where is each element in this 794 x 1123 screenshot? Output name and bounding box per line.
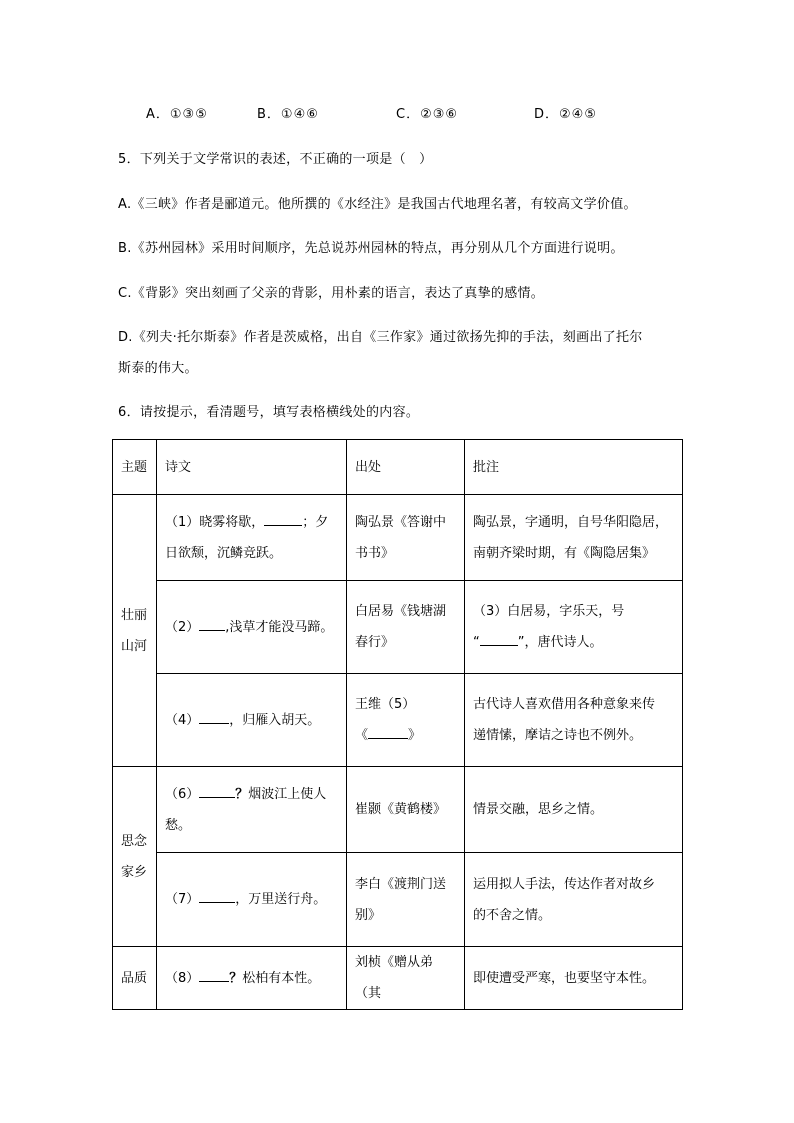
blank-7[interactable]	[199, 888, 235, 903]
blank-5[interactable]	[368, 724, 408, 739]
q5-option-a: A.《三峡》作者是郦道元。他所撰的《水经注》是我国古代地理名著，有较高文学价值。	[118, 197, 637, 212]
header-theme: 主题	[113, 440, 157, 495]
option-d: D．②④⑤	[534, 107, 597, 122]
note-cell: 古代诗人喜欢借用各种意象来传 递情愫，摩诘之诗也不例外。	[465, 674, 683, 767]
source-cell: 王维（5） 《 》	[347, 674, 465, 767]
table-row	[113, 674, 683, 767]
theme-cell-2: 思念 家乡	[113, 767, 157, 947]
option-b: B．①④⑥	[257, 107, 319, 122]
q5-option-d-line1: D.《列夫·托尔斯泰》作者是茨威格，出自《三作家》通过欲扬先抑的手法，刻画出了托尔	[118, 330, 643, 345]
blank-1[interactable]	[264, 511, 302, 526]
poem-cell: （6） ？烟波江上使人 愁。	[157, 767, 347, 853]
note-cell: 即使遭受严寒，也要坚守本性。	[465, 947, 683, 1010]
q6-stem: 6．请按提示，看清题号，填写表格横线处的内容。	[118, 405, 420, 420]
poetry-table	[112, 439, 683, 1010]
note-cell: 运用拟人手法，传达作者对故乡 的不舍之情。	[465, 853, 683, 947]
note-cell: 陶弘景，字通明，自号华阳隐居， 南朝齐梁时期，有《陶隐居集》	[465, 495, 683, 581]
q5-option-d-line2: 斯泰的伟大。	[118, 361, 198, 376]
blank-4[interactable]	[199, 709, 229, 724]
answer-options-q4	[0, 103, 794, 123]
option-a: A．①③⑤	[146, 107, 208, 122]
q5-stem: 5．下列关于文学常识的表述，不正确的一项是（ ）	[118, 152, 433, 167]
poem-cell: （2） ,浅草才能没马蹄。	[157, 581, 347, 674]
table-row	[113, 581, 683, 674]
header-note: 批注	[465, 440, 683, 495]
q5-option-b: B.《苏州园林》采用时间顺序，先总说苏州园林的特点，再分别从几个方面进行说明。	[118, 241, 624, 256]
blank-6[interactable]	[199, 783, 235, 798]
note-cell: 情景交融，思乡之情。	[465, 767, 683, 853]
source-cell: 白居易《钱塘湖 春行》	[347, 581, 465, 674]
note-cell: （3）白居易，字乐天，号 “ ”，唐代诗人。	[465, 581, 683, 674]
table-row	[113, 947, 683, 1010]
header-poem: 诗文	[157, 440, 347, 495]
blank-2[interactable]	[199, 616, 225, 631]
option-c: C．②③⑥	[396, 107, 459, 122]
blank-8[interactable]	[199, 967, 229, 982]
source-cell: 陶弘景《答谢中 书书》	[347, 495, 465, 581]
poem-cell: （8） ？松柏有本性。	[157, 947, 347, 1010]
theme-cell-3: 品质	[113, 947, 157, 1010]
table-row	[113, 853, 683, 947]
poem-cell: （1）晓雾将歇， ；夕 日欲颓，沉鳞竞跃。	[157, 495, 347, 581]
theme-cell-1: 壮丽 山河	[113, 495, 157, 767]
source-cell: 刘桢《赠从弟（其	[347, 947, 465, 1010]
source-cell: 崔颢《黄鹤楼》	[347, 767, 465, 853]
source-cell: 李白《渡荆门送 别》	[347, 853, 465, 947]
table-header-row	[113, 440, 683, 495]
poem-cell: （7） ，万里送行舟。	[157, 853, 347, 947]
q5-option-c: C.《背影》突出刻画了父亲的背影，用朴素的语言，表达了真挚的感情。	[118, 286, 545, 301]
table-row	[113, 495, 683, 581]
header-source: 出处	[347, 440, 465, 495]
poem-cell: （4） ，归雁入胡天。	[157, 674, 347, 767]
table-row	[113, 767, 683, 853]
blank-3[interactable]	[480, 631, 518, 646]
